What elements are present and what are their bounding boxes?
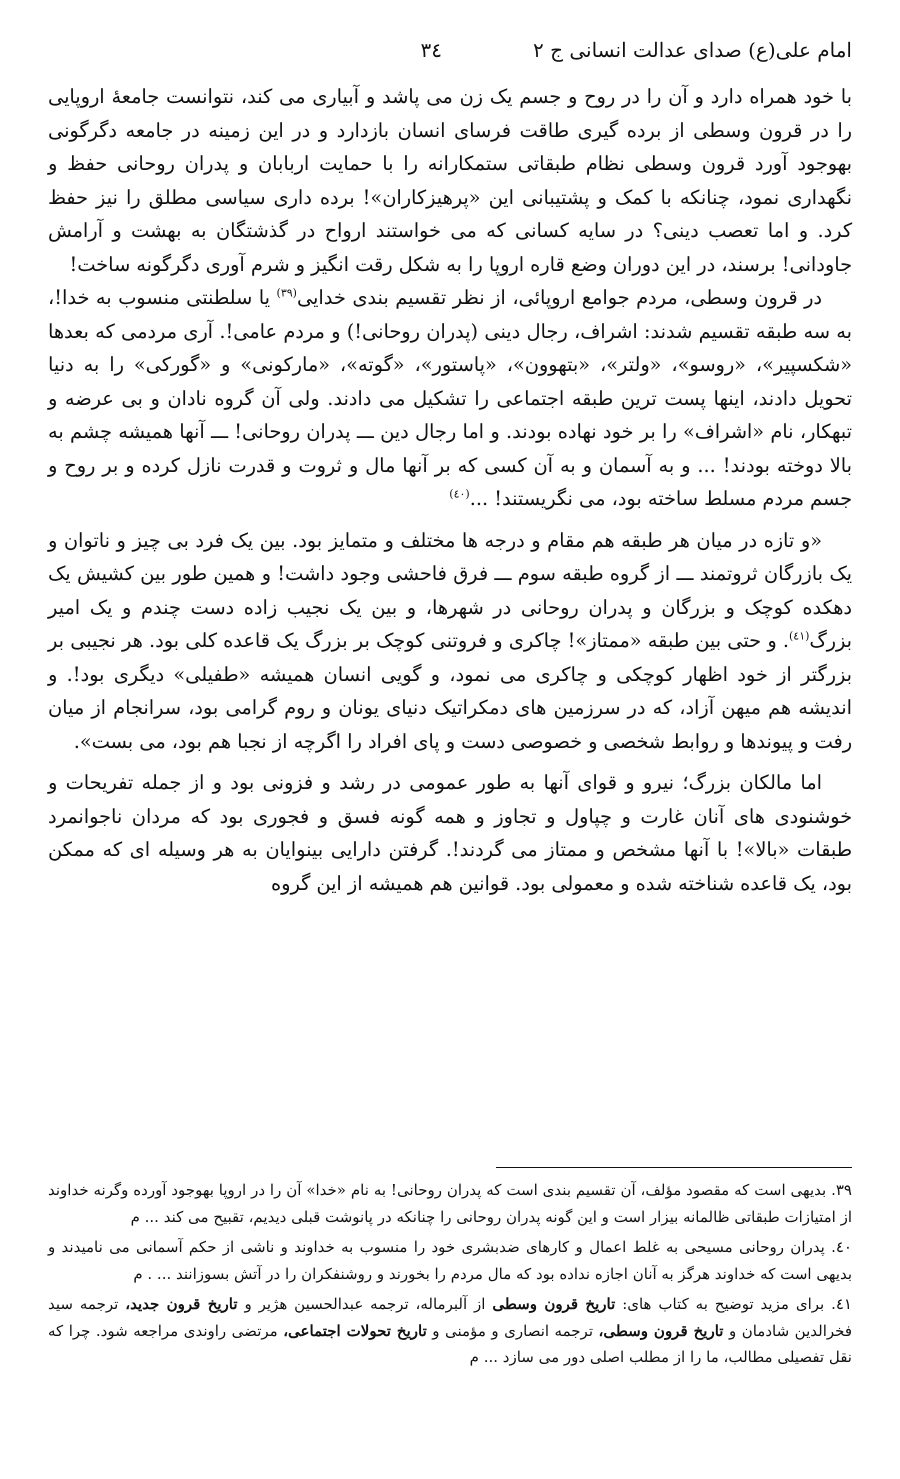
- footnote-ref-41[interactable]: (٤۱): [789, 629, 810, 643]
- footnote-41-part-f: مرتضی راوندی مراجعه شود. چرا که نقل تفصیلی مطالب، ما را از مطلب اصلی دور می سازد ... م: [48, 1321, 852, 1366]
- page-number: ۳٤: [420, 38, 442, 62]
- paragraph-3: [48, 524, 852, 759]
- paragraph-1: با خود همراه دارد و آن را در روح و جسم یک زن می پاشد و آبیاری می کند، نتوانست جامعهٔ اروپایی را در قرون وسطی از برده گیری طاقت فرسای انسان بازدارد و در این زمینه در جامعه دگرگونی بهوجود آورد قرون وسطی نظام طبقاتی ستمکارانه را با حمایت اربابان و پدران روحانی حفظ و نگهداری نمود، چنانکه با کمک و پشتیبانی این «پرهیزکاران»! برده داری سیاسی مطلق را نیز حفظ کرد. و اما تعصب دینی؟ در سایه کسانی که می خواستند ارواح در گذشتگان به بهشت و آرامش جاودانی! برسند، در این دوران وضع قاره اروپا را به شکل رقت انگیز و شرم آوری دگرگونه ساخت!: [48, 85, 852, 276]
- page-header: [48, 38, 852, 68]
- footnote-41-book-1: تاریخ قرون وسطی: [492, 1295, 616, 1313]
- paragraph-2-part-b: یا سلطنتی منسوب به خدا!، به سه طبقه تقسیم شدند: اشراف، رجال دینی (پدران روحانی!) و مردم عامی!. آری مردمی که بعدها «شکسپیر»، «روسو»، «ولتر»، «بتهوون»، «پاستور»، «گوته»، «مارکونی» و «گورکی» را به دنیا تحویل دادند، اینها پست ترین طبقه اجتماعی را تشکیل می دادند. ولی آن گروه نادان و بی عرضه و تبهکار، نام «اشراف» را بر خود نهاده بودند. و اما رجال دین ـــ پدران روحانی! ـــ آنها همیشه چشم به بالا دوخته بودند! ... و به آسمان و به آن کسی که بر آنها مال و ثروت و قدرت نازل کرده و بر روح و جسم مردم مسلط ساخته بود، می نگریستند! ...: [48, 286, 852, 510]
- body-text: [48, 80, 852, 900]
- footnote-41-book-3: تاریخ قرون وسطی،: [598, 1321, 724, 1340]
- paragraph-2-part-a: در قرون وسطی، مردم جوامع اروپائی، از نظر تقسیم بندی خدایی: [296, 286, 823, 309]
- footnote-ref-39[interactable]: (۳۹): [276, 286, 297, 300]
- paragraph-4: اما مالکان بزرگ؛ نیرو و قوای آنها به طور عمومی در رشد و فزونی بود و از جمله تفریحات و خوشنودی های آنان غارت و چپاول و تجاوز و همه گونه فسق و فجوری بود که مردان ناجوانمرد طبقات «بالا»! با آنها مشخص و ممتاز می گردند!. گرفتن دارایی بینوایان به هر وسیله ای که ممکن بود، یک قاعده شناخته شده و معمولی بود. قوانین هم همیشه از این گروه: [48, 771, 852, 895]
- footnote-41-part-e: ترجمه انصاری و مؤمنی و: [426, 1321, 599, 1340]
- paragraph-3-part-a: «و تازه در میان هر طبقه هم مقام و درجه ها مختلف و متمایز بود. بین یک فرد بی چیز و ناتوان و یک بازرگان ثروتمند ـــ از گروه طبقه سوم ـــ فرق فاحشی وجود داشت! و همین طور بین کشیش یک دهکده کوچک و بزرگان و پدران روحانی در شهرها، و بین یک نجیب زاده دست چندم و یک امیر بزرگ: [48, 528, 852, 652]
- footnote-40: ٤۰. پدران روحانی مسیحی به غلط اعمال و کارهای ضدبشری خود را منسوب به خداوند و ناشی از حکم آسمانی می نامیدند و بدیهی است که خداوند هرگز به آنان اجازه نداده بود که مال مردم را بخورند و روشنفکران را در آتش بسوزانند ... . م: [48, 1238, 852, 1283]
- footnote-divider: [496, 1167, 852, 1168]
- footnotes: [48, 1177, 852, 1375]
- book-title: امام علی(ع) صدای عدالت انسانی ج ۲: [532, 38, 852, 62]
- footnote-41: [48, 1291, 852, 1371]
- paragraph-3-part-b: . و حتی بین طبقه «ممتاز»! چاکری و فروتنی کوچک بر بزرگ یک قاعده کلی بود. هر نجیبی بر بزرگتر از خود اظهار کوچکی و چاکری می نمود، و گویی انسان همیشه «طفیلی» دیگری بود!. و اندیشه هم میهن آزاد، که در سرزمین های دمکراتیک دنیای یونان و روم گرامی بود، سرانجام از میان رفت و پیوندها و روابط شخصی و خصوصی دست و پای افراد را اگرچه از نجبا هم بود، می بست».: [48, 629, 852, 753]
- footnote-39: ۳۹. بدیهی است که مقصود مؤلف، آن تقسیم بندی است که پدران روحانی! به نام «خدا» آن را در اروپا بهوجود آورده وگرنه خداوند از امتیازات طبقاتی ظالمانه بیزار است و این گونه پدران روحانی را چنانکه در پانوشت قبلی دیدیم، تقبیح می کند ... م: [48, 1181, 852, 1226]
- paragraph-2: [48, 281, 852, 516]
- footnote-41-part-a: ٤۱. برای مزید توضیح به کتاب های:: [615, 1295, 852, 1313]
- footnote-41-part-c: از آلبرماله، ترجمه عبدالحسین هژیر و: [237, 1295, 493, 1313]
- footnote-ref-40[interactable]: (٤۰): [449, 487, 470, 501]
- footnote-41-book-2: تاریخ قرون جدید،: [125, 1295, 238, 1313]
- footnote-41-part-d: ترجمه سید فخرالدین شادمان و: [48, 1295, 852, 1340]
- footnote-41-book-4: تاریخ تحولات اجتماعی،: [283, 1321, 427, 1340]
